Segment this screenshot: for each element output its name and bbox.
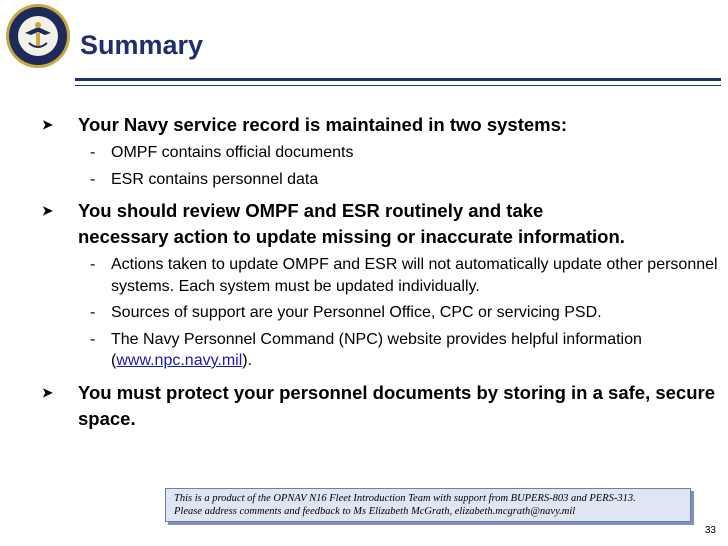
slide-content — [42, 112, 722, 436]
title-rule-thin — [75, 85, 721, 86]
sub-bullet: - ESR contains personnel data — [90, 170, 319, 188]
footer-note: This is a product of the OPNAV N16 Fleet Introduction Team with support from BUPERS-803 and PERS-313. Please address comments and feedback to Ms Elizabeth McGrath, elizabeth.mcgrath@navy.mil — [165, 488, 691, 522]
sub-bullet: - Sources of support are your Personnel Office, CPC or servicing PSD. — [90, 304, 602, 321]
sub-bullet: - Actions taken to update OMPF and ESR will not automatically update other personnel systems. Each system must be updated individually. — [90, 256, 718, 295]
arrow-bullet-icon: ➤ — [42, 384, 53, 400]
bullet-3: ➤ You must protect your personnel documents by storing in a safe, secure space. — [42, 381, 716, 429]
arrow-bullet-icon: ➤ — [42, 117, 53, 132]
arrow-bullet-icon: ➤ — [42, 203, 53, 218]
npc-website-link[interactable]: www.npc.navy.mil — [116, 352, 243, 369]
sub-bullet: - OMPF contains official documents — [90, 144, 354, 161]
navy-seal-icon — [5, 3, 71, 69]
bullet-1: ➤ Your Navy service record is maintained in two systems: — [42, 112, 722, 138]
sub-bullet: - The Navy Personnel Command (NPC) website provides helpful information (www.npc.navy.mil). — [90, 330, 642, 369]
title-rule — [75, 78, 721, 81]
bullet-2: ➤ You should review OMPF and ESR routinely and take necessary action to update missing or inaccurate information. — [42, 200, 625, 247]
slide-title: Summary — [80, 30, 204, 60]
page-number: 33 — [704, 525, 716, 536]
